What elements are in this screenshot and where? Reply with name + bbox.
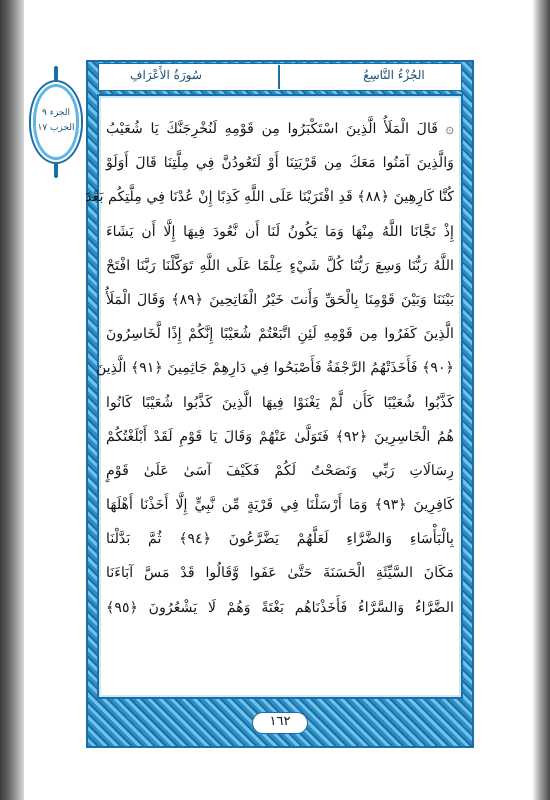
juz-name: الجُزْءُ التَّاسِعُ: [363, 68, 425, 82]
page-edge-shadow: [532, 0, 550, 800]
text-line: بِالْبَأْسَاءِ وَالضَّرَّاءِ لَعَلَّهُمْ يَضَّرَّعُونَ ﴿٩٤﴾ ثُمَّ بَدَّلْنَا: [106, 531, 454, 548]
juz-hizb-marker: [36, 106, 76, 136]
text-line: اللَّهُ رَبُّنَا وَسِعَ رَبُّنَا كُلَّ شَيْءٍ عِلْمًا عَلَى اللَّهِ تَوَكَّلْنَا رَبَّنَا افْتَحْ: [106, 257, 454, 274]
text-line: كُنَّا كَارِهِينَ ﴿٨٨﴾ قَدِ افْتَرَيْنَا عَلَى اللَّهِ كَذِبًا إِنْ عُدْنَا فِي مِلَّتِكُم بَعْدَ: [85, 189, 454, 206]
text-line: بَيْنَنَا وَبَيْنَ قَوْمِنَا بِالْحَقِّ وَأَنتَ خَيْرُ الْفَاتِحِينَ ﴿٨٩﴾ وَقَالَ الْمَلَأُ: [106, 291, 455, 308]
medallion-bottom-ornament: [54, 162, 58, 178]
text-line: رِسَالَاتِ رَبِّي وَنَصَحْتُ لَكُمْ فَكَيْفَ آسَىٰ عَلَىٰ قَوْمٍ: [106, 462, 454, 479]
text-line: كَافِرِينَ ﴿٩٣﴾ وَمَا أَرْسَلْنَا فِي قَرْيَةٍ مِّن نَّبِيٍّ إِلَّا أَخَذْنَا أَهْلَهَا: [106, 497, 454, 514]
text-line: ﴿٩٠﴾ فَأَخَذَتْهُمُ الرَّجْفَةُ فَأَصْبَحُوا فِي دَارِهِمْ جَاثِمِينَ ﴿٩١﴾ الَّذِينَ: [95, 360, 454, 377]
text-line: كَذَّبُوا شُعَيْبًا كَأَن لَّمْ يَغْنَوْا فِيهَا الَّذِينَ كَذَّبُوا شُعَيْبًا كَانُوا: [106, 394, 454, 411]
text-line: الَّذِينَ كَفَرُوا مِن قَوْمِهِ لَئِنِ اتَّبَعْتُمْ شُعَيْبًا إِنَّكُمْ إِذًا لَّخَاسِرُونَ: [106, 326, 454, 343]
text-line: وَالَّذِينَ آمَنُوا مَعَكَ مِن قَرْيَتِنَا أَوْ لَتَعُودُنَّ فِي مِلَّتِنَا قَالَ أَوَلَوْ: [106, 155, 454, 172]
hizb-number: الحزب ١٧: [37, 123, 75, 133]
text-line: الضَّرَّاءُ وَالسَّرَّاءُ فَأَخَذْنَاهُم بَغْتَةً وَهُمْ لَا يَشْعُرُونَ ﴿٩٥﴾: [106, 599, 454, 616]
quran-text: [85, 112, 455, 696]
text-line: ۞ قَالَ الْمَلَأُ الَّذِينَ اسْتَكْبَرُوا مِن قَوْمِهِ لَنُخْرِجَنَّكَ يَا شُعَيْبُ: [106, 121, 454, 137]
page-binding-shadow: [0, 0, 24, 800]
text-line: إِذْ نَجَّانَا اللَّهُ مِنْهَا وَمَا يَكُونُ لَنَا أَن نَّعُودَ فِيهَا إِلَّا أَن يَشَاءَ: [106, 223, 454, 240]
text-line: هُمُ الْخَاسِرِينَ ﴿٩٢﴾ فَتَوَلَّىٰ عَنْهُمْ وَقَالَ يَا قَوْمِ لَقَدْ أَبْلَغْتُكُمْ: [106, 428, 454, 445]
surah-name: سُورَةُ الأَعْرَافِ: [130, 68, 202, 82]
header-divider: [278, 65, 280, 89]
page-number: ١٦٢: [269, 714, 291, 729]
text-line: مَكَانَ السَّيِّئَةِ الْحَسَنَةَ حَتَّىٰ عَفَوا وَّقَالُوا قَدْ مَسَّ آبَاءَنَا: [106, 565, 454, 582]
juz-number: الجزء ٩: [42, 108, 70, 118]
